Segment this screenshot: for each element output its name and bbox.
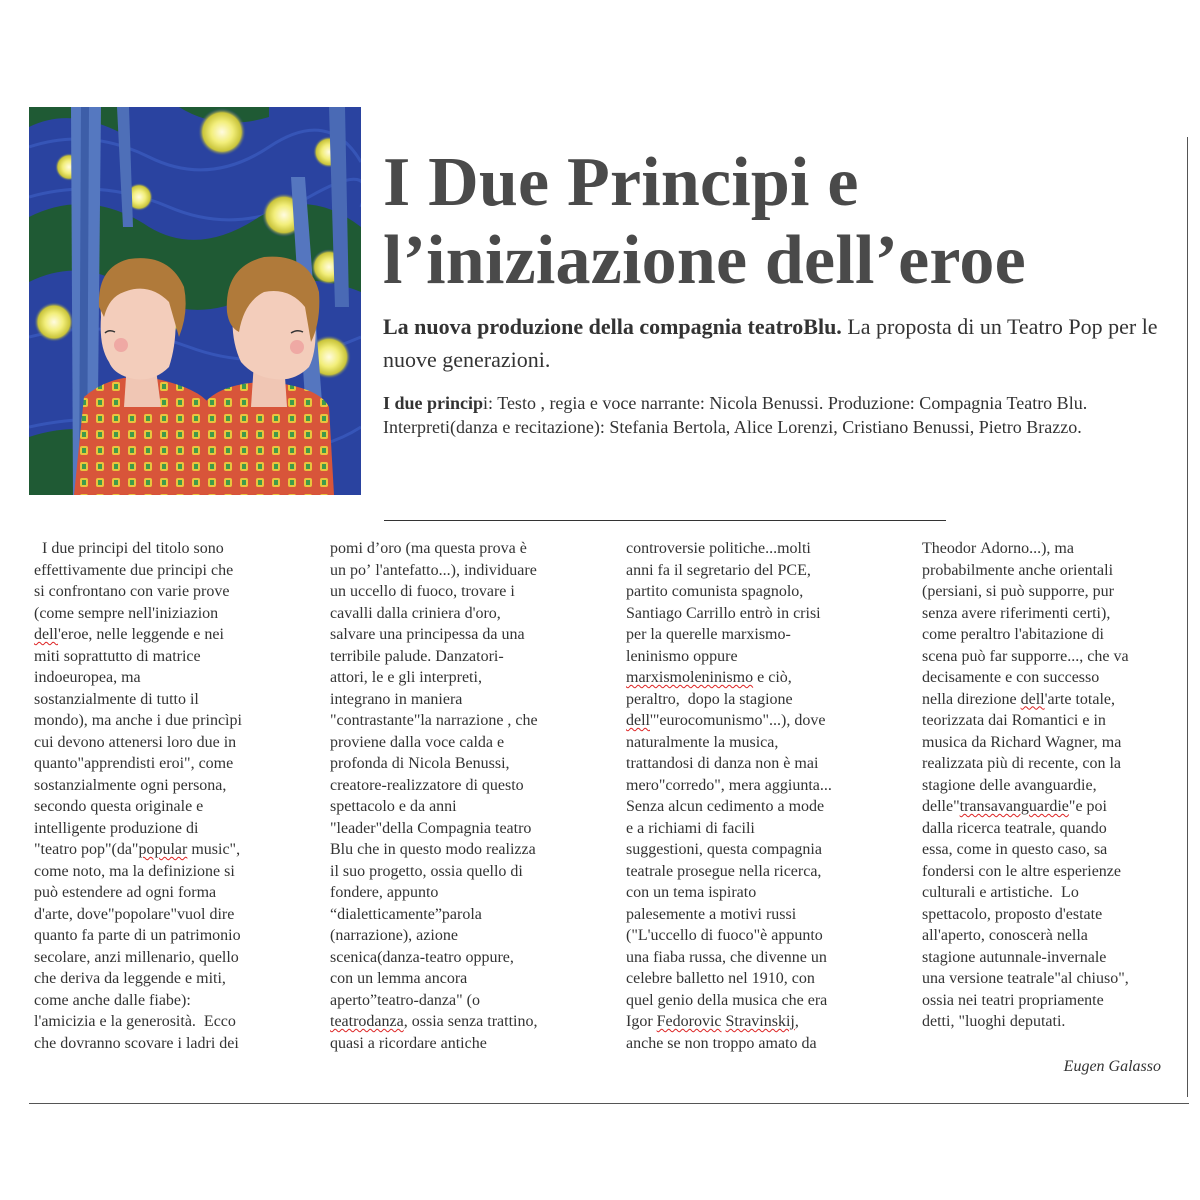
column-line: effettivamente due principi che xyxy=(34,561,234,579)
column-line: creatore-realizzatore di questo xyxy=(330,776,524,794)
column-line: teatrodanza, ossia senza trattino, xyxy=(330,1013,538,1030)
column-line: come anche dalle fiabe): xyxy=(34,991,191,1009)
column-line: pomi d’oro (ma questa prova è xyxy=(330,540,527,557)
author-signature: Eugen Galasso xyxy=(1063,1058,1161,1075)
article-column-2 xyxy=(330,538,538,1054)
column-line: miti soprattutto di matrice xyxy=(34,647,201,665)
column-line: cui devono attenersi loro due in xyxy=(34,733,237,751)
column-line: "teatro pop"(da"popular music", xyxy=(34,841,241,858)
column-line: stagione autunnale-invernale xyxy=(922,948,1107,966)
credits xyxy=(383,391,1173,439)
column-line: naturalmente la musica, xyxy=(626,733,779,751)
column-line: che deriva da leggende e miti, xyxy=(34,970,226,987)
column-line: all'aperto, conoscerà nella xyxy=(922,927,1088,944)
column-line: per la querelle marxismo- xyxy=(626,626,791,643)
column-line: Senza alcun cedimento a mode xyxy=(626,798,825,815)
headline-line: l’iniziazione dell’eroe xyxy=(383,222,1026,299)
column-line: il suo progetto, ossia quello di xyxy=(330,862,523,880)
column-line: proviene dalla voce calda e xyxy=(330,733,505,751)
column-line: trattandosi di danza non è mai xyxy=(626,755,819,772)
column-line: nella direzione dell'arte totale, xyxy=(922,690,1116,708)
column-line: teorizzata dai Romantici e in xyxy=(922,712,1106,729)
column-line: culturali e artistiche. Lo xyxy=(922,884,1079,901)
column-line: spettacolo, proposto d'estate xyxy=(922,905,1103,923)
column-line: anche se non troppo amato da xyxy=(626,1034,817,1052)
column-line: quanto fa parte di un patrimonio xyxy=(34,927,241,944)
column-line: ("L'uccello di fuoco"è appunto xyxy=(626,927,823,944)
column-line: terribile palude. Danzatori- xyxy=(330,647,504,665)
column-line: partito comunista spagnolo, xyxy=(626,583,804,600)
article-column-3 xyxy=(626,538,832,1054)
headline-line: I Due Principi e xyxy=(383,144,859,221)
illustration-two-princes xyxy=(29,107,361,495)
column-line: probabilmente anche orientali xyxy=(922,561,1114,579)
bottom-rule xyxy=(29,1103,1189,1104)
column-line: con un tema ispirato xyxy=(626,884,757,901)
column-line: "leader"della Compagnia teatro xyxy=(330,819,532,837)
column-line: integrano in maniera xyxy=(330,690,463,708)
column-line: controversie politiche...molti xyxy=(626,540,811,557)
column-line: secondo questa originale e xyxy=(34,798,204,815)
column-line: quanto"apprendisti eroi", come xyxy=(34,755,234,772)
column-line: fondersi con le altre esperienze xyxy=(922,862,1122,880)
column-line: (come sempre nell'iniziazion xyxy=(34,604,219,622)
column-line: Blu che in questo modo realizza xyxy=(330,841,536,858)
column-line: con un lemma ancora xyxy=(330,970,468,987)
column-line: fondere, appunto xyxy=(330,884,439,901)
column-line: intelligente produzione di xyxy=(34,819,199,837)
column-line: delle"transavanguardie"e poi xyxy=(922,798,1107,815)
column-line: anni fa il segretario del PCE, xyxy=(626,561,811,579)
column-line: “dialetticamente”parola xyxy=(330,905,482,923)
column-line: essa, come in questo caso, sa xyxy=(922,841,1108,858)
column-line: una versione teatrale"al chiuso", xyxy=(922,970,1129,987)
column-line: leninismo oppure xyxy=(626,647,738,665)
column-line: si confrontano con varie prove xyxy=(34,583,230,600)
column-line: sostanzialmente ogni persona, xyxy=(34,776,227,794)
credits-bold: I due princip xyxy=(383,393,484,413)
column-line: dalla ricerca teatrale, quando xyxy=(922,819,1107,837)
column-line: suggestioni, questa compagnia xyxy=(626,841,822,858)
column-line: salvare una principessa da una xyxy=(330,626,525,643)
column-line: sostanzialmente di tutto il xyxy=(34,690,199,708)
section-divider xyxy=(384,520,946,521)
column-line: un uccello di fuoco, trovare i xyxy=(330,583,515,600)
column-line: realizzata più di recente, con la xyxy=(922,755,1121,772)
article-column-4 xyxy=(922,538,1129,1033)
column-line: (persiani, si può supporre, pur xyxy=(922,583,1114,600)
column-line: stagione delle avanguardie, xyxy=(922,776,1097,794)
column-line: d'arte, dove"popolare"vuol dire xyxy=(34,905,235,923)
column-line: I due principi del titolo sono xyxy=(34,540,224,557)
column-line: dell'eroe, nelle leggende e nei xyxy=(34,626,224,643)
column-line: l'amicizia e la generosità. Ecco xyxy=(34,1013,236,1030)
column-line: come noto, ma la definizione si xyxy=(34,862,235,880)
column-line: Igor Fedorovic Stravinskij, xyxy=(626,1013,799,1030)
column-line: mondo), ma anche i due princìpi xyxy=(34,712,242,729)
column-line: indoeuropea, ma xyxy=(34,669,141,686)
column-line: quasi a ricordare antiche xyxy=(330,1034,487,1052)
column-line: aperto”teatro-danza" (o xyxy=(330,991,480,1009)
column-line: teatrale prosegue nella ricerca, xyxy=(626,862,822,880)
column-line: musica da Richard Wagner, ma xyxy=(922,733,1122,751)
column-line: può estendere ad ogni forma xyxy=(34,884,217,901)
column-line: ossia nei teatri propriamente xyxy=(922,991,1104,1009)
subtitle xyxy=(383,310,1173,376)
column-line: cavalli dalla criniera d'oro, xyxy=(330,604,501,622)
column-line: una fiaba russa, che divenne un xyxy=(626,948,827,966)
subtitle-rest: La proposta di un Teatro Pop per le nuove generazioni. xyxy=(383,314,1158,372)
column-line: un po’ l'antefatto...), individuare xyxy=(330,561,537,579)
column-line: celebre balletto nel 1910, con xyxy=(626,970,815,987)
column-line: detti, "luoghi deputati. xyxy=(922,1013,1066,1030)
column-line: marxismoleninismo e ciò, xyxy=(626,669,792,686)
column-line: scena può far supporre..., che va xyxy=(922,647,1129,665)
column-line: secolare, anzi millenario, quello xyxy=(34,948,239,966)
column-line: come peraltro l'abitazione di xyxy=(922,626,1104,643)
column-line: attori, le e gli interpreti, xyxy=(330,669,482,686)
column-line: palesemente a motivi russi xyxy=(626,905,797,923)
column-line: spettacolo e da anni xyxy=(330,798,457,815)
column-line: "contrastante"la narrazione , che xyxy=(330,712,538,729)
column-line: che dovranno scovare i ladri dei xyxy=(34,1034,239,1052)
right-column-rule xyxy=(1187,137,1188,1097)
subtitle-bold: La nuova produzione della compagnia teatroBlu. xyxy=(383,314,842,339)
credits-rest: i: Testo , regia e voce narrante: Nicola Benussi. Produzione: Compagnia Teatro Blu. Interpreti(danza e recitazione): Stefania Bertola, Alice Lorenzi, Cristiano Benussi, Pietro Brazzo. xyxy=(383,393,1088,437)
column-line: decisamente e con successo xyxy=(922,669,1100,686)
article-column-1 xyxy=(34,538,242,1054)
column-line: senza avere riferimenti certi), xyxy=(922,604,1111,622)
column-line: e a richiami di facili xyxy=(626,819,755,837)
column-line: Theodor Adorno...), ma xyxy=(922,540,1074,557)
column-line: dell'"eurocomunismo"...), dove xyxy=(626,712,826,729)
headline xyxy=(383,144,1173,300)
column-line: mero"corredo", mera aggiunta... xyxy=(626,776,832,794)
column-line: profonda di Nicola Benussi, xyxy=(330,755,510,772)
column-line: quel genio della musica che era xyxy=(626,991,828,1009)
column-line: (narrazione), azione xyxy=(330,927,458,944)
column-line: peraltro, dopo la stagione xyxy=(626,690,793,708)
column-line: scenica(danza-teatro oppure, xyxy=(330,948,514,966)
column-line: Santiago Carrillo entrò in crisi xyxy=(626,604,821,622)
